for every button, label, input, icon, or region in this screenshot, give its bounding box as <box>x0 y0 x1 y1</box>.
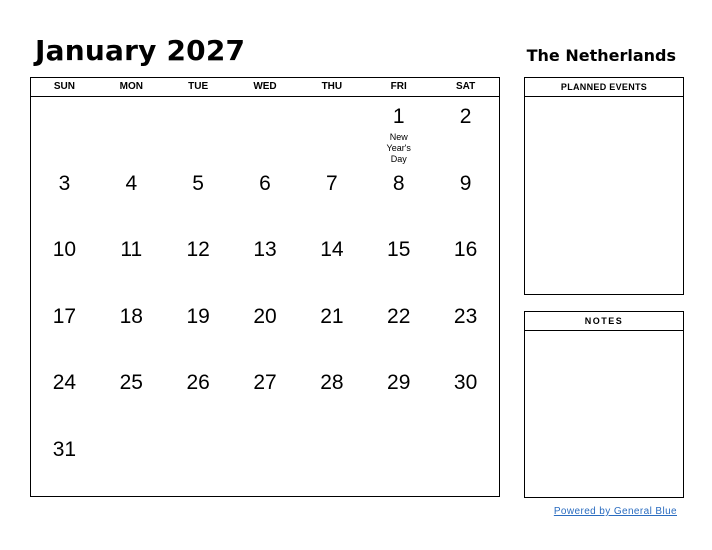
day-cell[interactable] <box>98 297 165 364</box>
day-number: 5 <box>192 171 204 195</box>
day-cell[interactable] <box>232 297 299 364</box>
day-cell[interactable] <box>165 363 232 430</box>
day-cell[interactable] <box>31 164 98 231</box>
day-cell[interactable] <box>432 297 499 364</box>
day-number: 19 <box>186 304 210 328</box>
day-number <box>165 430 232 438</box>
powered-by-link[interactable]: Powered by General Blue <box>553 506 677 517</box>
day-cell[interactable] <box>365 430 432 497</box>
day-number: 9 <box>459 171 472 195</box>
planned-events-panel <box>524 77 684 295</box>
day-cell[interactable] <box>165 297 232 364</box>
day-number: 8 <box>392 171 405 195</box>
day-cell[interactable] <box>432 230 499 297</box>
day-cell[interactable] <box>365 164 432 231</box>
weekday-fri: FRI <box>390 81 407 92</box>
day-cell[interactable] <box>365 97 432 164</box>
weekday-thu: THU <box>321 81 343 92</box>
day-number <box>298 97 365 105</box>
notes-panel <box>524 311 684 498</box>
day-number: 17 <box>52 304 77 328</box>
day-number <box>98 97 165 105</box>
day-cell[interactable] <box>232 97 299 164</box>
day-cell[interactable] <box>165 430 232 497</box>
day-number: 30 <box>453 371 478 394</box>
day-number <box>365 430 432 438</box>
day-number: 10 <box>52 238 77 261</box>
day-cell[interactable] <box>432 430 499 497</box>
calendar-week-row <box>31 97 499 164</box>
calendar-grid <box>30 77 500 497</box>
weekday-mon: MON <box>119 81 143 92</box>
country-name: The Netherlands <box>526 46 676 65</box>
day-number: 24 <box>52 371 77 394</box>
day-number <box>31 97 98 105</box>
holiday-label: New Year's Day <box>386 132 411 164</box>
day-cell[interactable] <box>298 430 365 497</box>
day-number: 27 <box>253 371 277 394</box>
day-number: 28 <box>320 371 344 394</box>
day-cell[interactable] <box>232 164 299 231</box>
day-number: 1 <box>392 105 405 128</box>
day-number: 11 <box>120 238 143 261</box>
day-cell[interactable] <box>432 97 499 164</box>
day-cell[interactable] <box>98 430 165 497</box>
day-cell[interactable] <box>31 97 98 164</box>
day-number: 2 <box>459 105 472 128</box>
day-number <box>232 97 299 105</box>
weekday-header <box>31 78 499 97</box>
day-number: 23 <box>453 304 478 328</box>
day-cell[interactable] <box>31 363 98 430</box>
day-cell[interactable] <box>31 297 98 364</box>
weekday-sat: SAT <box>455 81 476 92</box>
day-number: 13 <box>253 238 277 261</box>
day-number: 31 <box>52 437 77 461</box>
calendar-week-row <box>31 230 499 297</box>
day-number: 15 <box>387 238 411 261</box>
day-number: 29 <box>387 371 411 394</box>
calendar-weeks <box>31 97 499 496</box>
day-number: 4 <box>125 171 138 195</box>
day-number <box>432 430 499 438</box>
weekday-sun: SUN <box>53 81 75 92</box>
calendar-week-row <box>31 297 499 364</box>
day-number: 16 <box>453 238 478 261</box>
day-number <box>165 97 232 105</box>
day-cell[interactable] <box>31 230 98 297</box>
day-number: 12 <box>186 238 210 261</box>
day-number: 14 <box>320 238 344 261</box>
day-number: 25 <box>119 371 143 394</box>
day-cell[interactable] <box>98 97 165 164</box>
day-cell[interactable] <box>232 230 299 297</box>
day-cell[interactable] <box>31 430 98 497</box>
day-number: 3 <box>58 171 71 195</box>
day-cell[interactable] <box>298 230 365 297</box>
day-cell[interactable] <box>365 230 432 297</box>
day-number: 7 <box>326 171 338 195</box>
calendar-week-row <box>31 430 499 497</box>
day-cell[interactable] <box>298 97 365 164</box>
day-cell[interactable] <box>298 297 365 364</box>
day-number: 18 <box>119 304 143 328</box>
notes-header: NOTES <box>525 312 683 331</box>
day-cell[interactable] <box>165 230 232 297</box>
day-cell[interactable] <box>365 297 432 364</box>
weekday-wed: WED <box>253 81 277 92</box>
weekday-tue: TUE <box>188 81 209 92</box>
day-number: 22 <box>387 304 411 328</box>
day-cell[interactable] <box>165 97 232 164</box>
day-cell[interactable] <box>165 164 232 231</box>
day-cell[interactable] <box>98 363 165 430</box>
day-cell[interactable] <box>432 164 499 231</box>
day-cell[interactable] <box>298 164 365 231</box>
day-cell[interactable] <box>232 363 299 430</box>
day-cell[interactable] <box>98 164 165 231</box>
day-cell[interactable] <box>365 363 432 430</box>
day-cell[interactable] <box>232 430 299 497</box>
day-number: 26 <box>186 371 210 394</box>
day-number: 6 <box>259 171 271 195</box>
calendar-title: January 2027 <box>35 34 246 67</box>
day-number <box>98 430 165 438</box>
planned-events-header: PLANNED EVENTS <box>525 78 683 97</box>
day-number <box>232 430 299 438</box>
day-cell[interactable] <box>298 363 365 430</box>
calendar-week-row <box>31 164 499 231</box>
day-number <box>298 430 365 438</box>
day-number: 20 <box>253 304 277 328</box>
day-cell[interactable] <box>98 230 165 297</box>
calendar-week-row <box>31 363 499 430</box>
day-number: 21 <box>320 304 344 328</box>
day-cell[interactable] <box>432 363 499 430</box>
